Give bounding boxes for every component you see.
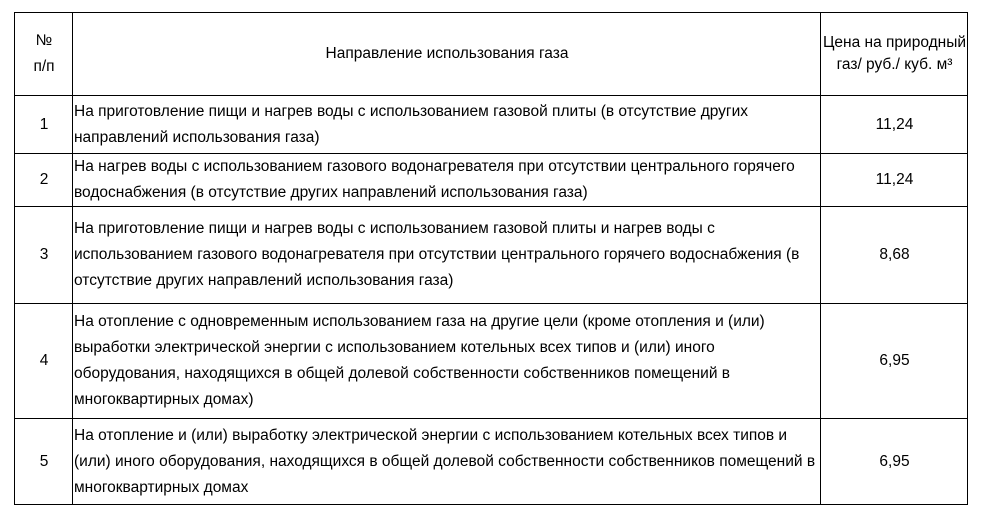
gas-price-table xyxy=(14,12,968,505)
table-header-row xyxy=(15,13,968,96)
header-direction: Направление использования газа xyxy=(73,13,821,96)
row-number: 4 xyxy=(15,304,73,419)
row-direction: На отопление с одновременным использованием газа на другие цели (кроме отопления и (или) выработки электрической энергии с использованием котельных всех типов и (или) иного оборудования, находящихся в общей долевой собственности собственников помещений в многоквартирных домах) xyxy=(73,304,821,419)
row-price: 11,24 xyxy=(821,154,968,207)
table-row xyxy=(15,304,968,419)
table-row xyxy=(15,207,968,304)
table-row xyxy=(15,154,968,207)
header-price: Цена на природный газ/ руб./ куб. м³ xyxy=(821,13,968,96)
row-direction: На приготовление пищи и нагрев воды с использованием газовой плиты (в отсутствие других направлений использования газа) xyxy=(73,96,821,154)
row-number: 5 xyxy=(15,419,73,505)
row-direction: На приготовление пищи и нагрев воды с использованием газовой плиты и нагрев воды с использованием газового водонагревателя при отсутствии центрального горячего водоснабжения (в отсутствие других направлений использования газа) xyxy=(73,207,821,304)
table-row xyxy=(15,419,968,505)
header-number-abbr: п/п xyxy=(33,58,55,75)
row-price: 8,68 xyxy=(821,207,968,304)
row-number: 3 xyxy=(15,207,73,304)
row-price: 11,24 xyxy=(821,96,968,154)
row-price: 6,95 xyxy=(821,304,968,419)
header-number-symbol: № xyxy=(35,32,53,49)
row-number: 2 xyxy=(15,154,73,207)
row-direction: На отопление и (или) выработку электрической энергии с использованием котельных всех типов и (или) иного оборудования, находящихся в общей долевой собственности собственников помещений в многоквартирных домах xyxy=(73,419,821,505)
header-number xyxy=(15,13,73,96)
row-direction: На нагрев воды с использованием газового водонагревателя при отсутствии центрального горячего водоснабжения (в отсутствие других направлений использования газа) xyxy=(73,154,821,207)
row-price: 6,95 xyxy=(821,419,968,505)
row-number: 1 xyxy=(15,96,73,154)
table-row xyxy=(15,96,968,154)
